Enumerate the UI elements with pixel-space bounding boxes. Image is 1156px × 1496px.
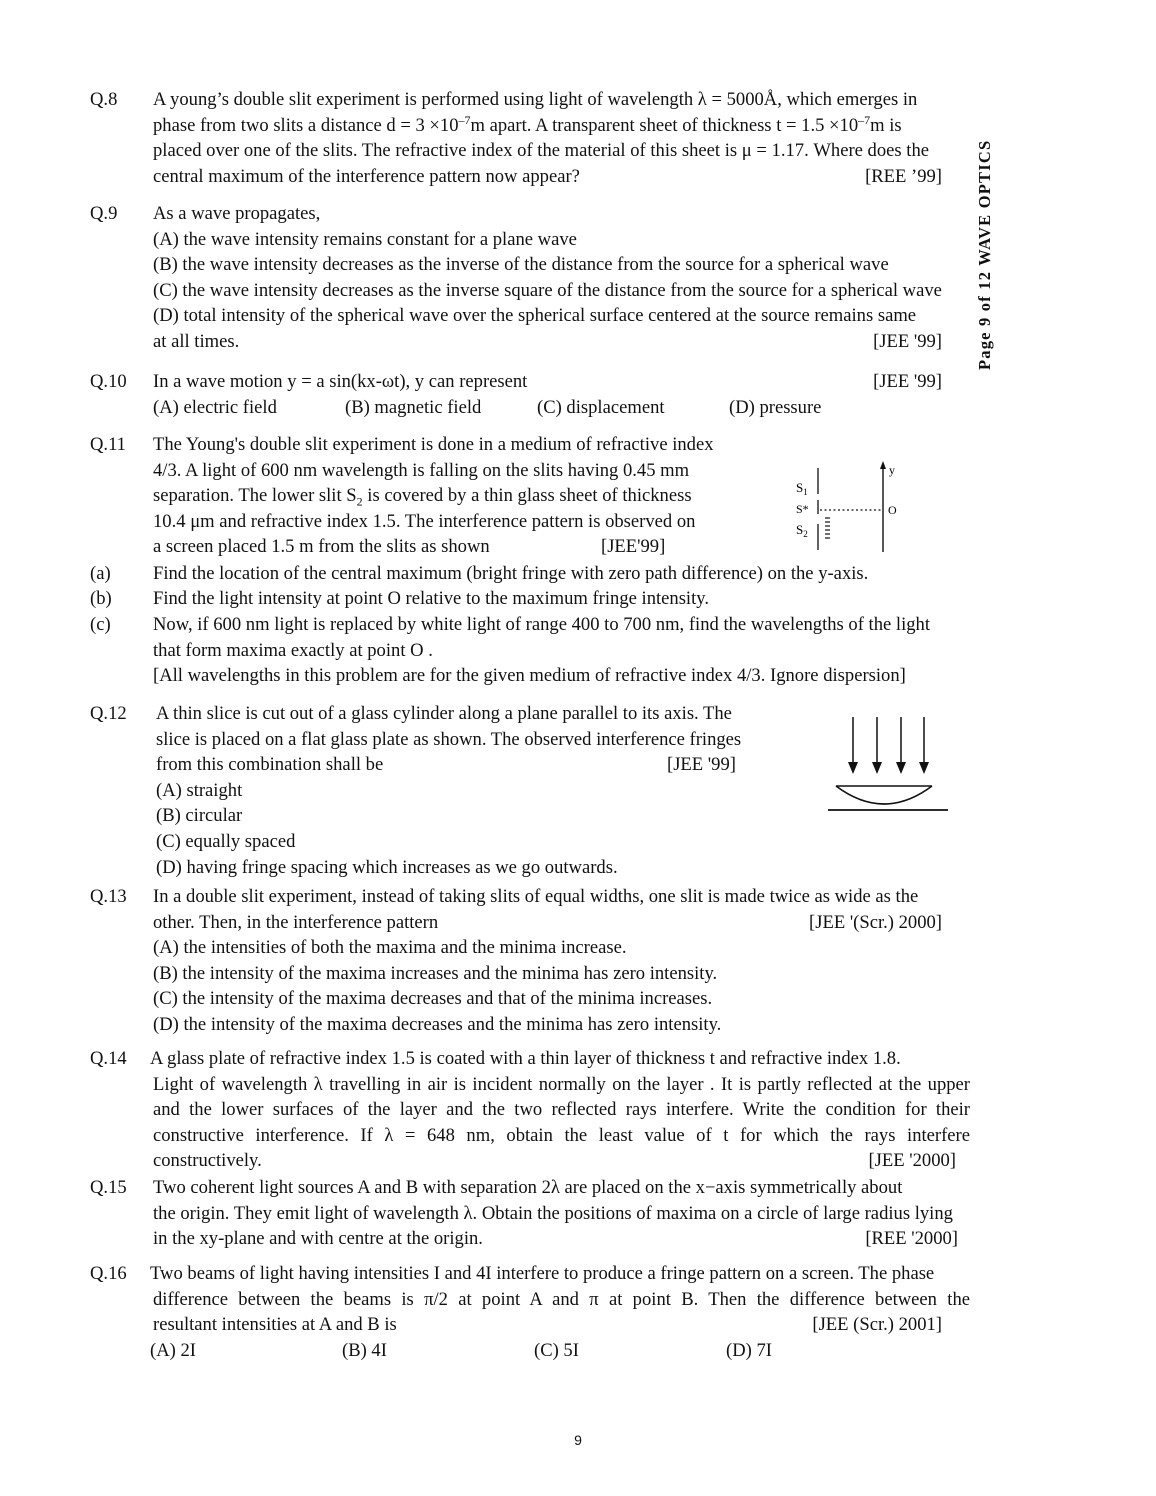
q11-line-5: a screen placed 1.5 m from the slits as shown [JEE'99] <box>153 534 970 560</box>
page-number: 9 <box>574 1432 582 1448</box>
question-10 <box>90 369 970 420</box>
q9-option-b: (B) the wave intensity decreases as the inverse of the distance from the source for a spherical wave <box>153 254 889 276</box>
q10-stem: In a wave motion y = a sin(kx-ωt), y can represent [JEE '99] <box>153 369 970 395</box>
fig-label-source: S* <box>796 502 809 516</box>
q8-line-1: A young’s double slit experiment is performed using light of wavelength λ = 5000Å, which emerges in <box>153 89 918 110</box>
q13-reference: [JEE '(Scr.) 2000] <box>809 911 942 933</box>
question-number: Q.12 <box>90 703 127 724</box>
q10-option-a: (A) electric field <box>153 396 277 418</box>
question-15 <box>90 1175 970 1252</box>
q9-stem: As a wave propagates, <box>153 203 321 224</box>
q16-option-a: (A) 2I <box>150 1339 196 1361</box>
q8-line-4: central maximum of the interference pattern now appear? [REE ’99] <box>153 164 970 190</box>
q16-line-2: difference between the beams is π/2 at point A and π at point B. Then the difference between the <box>153 1288 970 1310</box>
q12-option-a: (A) straight <box>156 779 243 801</box>
q14-line-1: A glass plate of refractive index 1.5 is coated with a thin layer of thickness t and refractive index 1.8. <box>150 1048 901 1069</box>
q12-option-b: (B) circular <box>156 805 243 827</box>
q13-option-c: (C) the intensity of the maxima decreases and that of the minima increases. <box>153 988 713 1010</box>
q10-reference: [JEE '99] <box>873 371 942 392</box>
q12-line-1: A thin slice is cut out of a glass cylinder along a plane parallel to its axis. The <box>156 703 732 724</box>
question-number: Q.11 <box>90 434 126 455</box>
question-number: Q.10 <box>90 371 127 392</box>
q13-option-b: (B) the intensity of the maxima increases and the minima has zero intensity. <box>153 962 718 984</box>
question-16 <box>90 1261 970 1363</box>
q10-options <box>153 395 970 421</box>
q11-line-4: 10.4 μm and refractive index 1.5. The interference pattern is observed on <box>153 510 696 532</box>
q15-reference: [REE '2000] <box>865 1228 958 1250</box>
q10-option-c: (C) displacement <box>537 396 665 418</box>
q16-line-1: Two beams of light having intensities I and 4I interfere to produce a fringe pattern on a screen. The phase <box>150 1263 935 1284</box>
q10-option-d: (D) pressure <box>729 396 822 418</box>
q9-option-a: (A) the wave intensity remains constant for a plane wave <box>153 228 577 250</box>
q11-line-1: The Young's double slit experiment is done in a medium of refractive index <box>153 434 714 455</box>
q9-option-d: (D) total intensity of the spherical wave over the spherical surface centered at the source remains same <box>153 305 917 327</box>
q15-line-3: in the xy-plane and with centre at the origin. [REE '2000] <box>153 1226 970 1252</box>
q14-reference: [JEE '2000] <box>868 1150 956 1172</box>
question-number: Q.16 <box>90 1263 127 1284</box>
q12-reference: [JEE '99] <box>667 754 736 776</box>
fig-label-y-axis: y <box>889 463 895 477</box>
q11-note: [All wavelengths in this problem are for the given medium of refractive index 4/3. Ignore dispersion] <box>153 665 906 687</box>
question-number: Q.14 <box>90 1048 127 1069</box>
q16-option-d: (D) 7I <box>726 1339 772 1361</box>
question-number: Q.15 <box>90 1177 127 1198</box>
q16-options <box>150 1338 970 1364</box>
q9-reference: [JEE '99] <box>873 330 942 352</box>
q13-option-d: (D) the intensity of the maxima decreases and the minima has zero intensity. <box>153 1013 722 1035</box>
q11-reference: [JEE'99] <box>601 536 666 558</box>
q14-line-5: constructively. [JEE '2000] <box>153 1148 970 1174</box>
question-number: Q.8 <box>90 89 118 110</box>
q9-option-c: (C) the wave intensity decreases as the inverse square of the distance from the source for a spherical wave <box>153 279 942 301</box>
q11-line-3: separation. The lower slit $S_2$ is covered by a thin glass sheet of thickness <box>153 485 692 509</box>
q14-line-4: constructive interference. If λ = 648 nm, obtain the least value of t for which the rays interfere <box>153 1124 970 1146</box>
q13-line-2: other. Then, in the interference pattern [JEE '(Scr.) 2000] <box>153 910 970 936</box>
fig-label-s2: $S_2$ <box>796 522 808 539</box>
q8-line-2: phase from two slits a distance $d = 3 \times 10^{-7}m$ apart. A transparent sheet of thickness $t = 1.5 \times 10^{-7}m$ is <box>153 112 902 136</box>
q14-line-2: Light of wavelength λ travelling in air is incident normally on the layer . It is partly reflected at the upper <box>153 1073 970 1095</box>
q15-line-1: Two coherent light sources A and B with separation 2λ are placed on the x−axis symmetrically about <box>153 1177 903 1198</box>
q8-reference: [REE ’99] <box>865 165 942 187</box>
q13-option-a: (A) the intensities of both the maxima and the minima increase. <box>153 937 627 959</box>
q13-line-1: In a double slit experiment, instead of taking slits of equal widths, one slit is made twice as wide as the <box>153 886 919 907</box>
q11-line-2: 4/3. A light of 600 nm wavelength is falling on the slits having 0.45 mm <box>153 459 690 481</box>
question-9 <box>90 201 970 355</box>
question-number: Q.9 <box>90 203 118 224</box>
question-number: Q.13 <box>90 886 127 907</box>
fig-label-o: O <box>888 503 897 517</box>
q8-line-3: placed over one of the slits. The refractive index of the material of this sheet is μ = 1.17. Where does the <box>153 140 929 162</box>
q12-option-d: (D) having fringe spacing which increases as we go outwards. <box>156 856 618 878</box>
q12-option-c: (C) equally spaced <box>156 830 296 852</box>
q16-line-3: resultant intensities at A and B is [JEE (Scr.) 2001] <box>153 1312 970 1338</box>
q15-line-2: the origin. They emit light of wavelength λ. Obtain the positions of maxima on a circle of large radius lying <box>153 1202 953 1224</box>
question-8 <box>90 87 970 189</box>
q16-option-b: (B) 4I <box>342 1339 387 1361</box>
q12-line-2: slice is placed on a flat glass plate as shown. The observed interference fringes <box>156 728 742 750</box>
double-slit-diagram <box>790 458 920 558</box>
fig-label-s1: $S_1$ <box>796 480 808 497</box>
q9-option-d-cont: at all times. [JEE '99] <box>153 329 970 355</box>
q10-option-b: (B) magnetic field <box>345 396 482 418</box>
side-page-label: Page 9 of 12 WAVE OPTICS <box>975 139 994 370</box>
q11-part-c-cont: that form maxima exactly at point O . <box>153 639 433 661</box>
q11-part-a: (a) Find the location of the central maximum (bright fringe with zero path difference) on the y-axis. <box>90 563 869 584</box>
q16-option-c: (C) 5I <box>534 1339 579 1361</box>
q11-part-c: (c) Now, if 600 nm light is replaced by white light of range 400 to 700 nm, find the wavelengths of the light that form maxima exactly at point O . [All wavelengths in this problem are for the given medium of refractive index 4/3. Ignore dispersion] <box>90 612 970 689</box>
q16-reference: [JEE (Scr.) 2001] <box>812 1314 942 1336</box>
q12-line-3: from this combination shall be [JEE '99] <box>156 752 970 778</box>
q14-line-3: and the lower surfaces of the layer and the two reflected rays interfere. Write the condition for their <box>153 1099 970 1121</box>
question-14 <box>90 1046 970 1174</box>
q11-part-b: (b) Find the light intensity at point O relative to the maximum fringe intensity. <box>90 588 710 609</box>
question-13 <box>90 884 970 1038</box>
glass-slice-diagram <box>826 712 952 816</box>
